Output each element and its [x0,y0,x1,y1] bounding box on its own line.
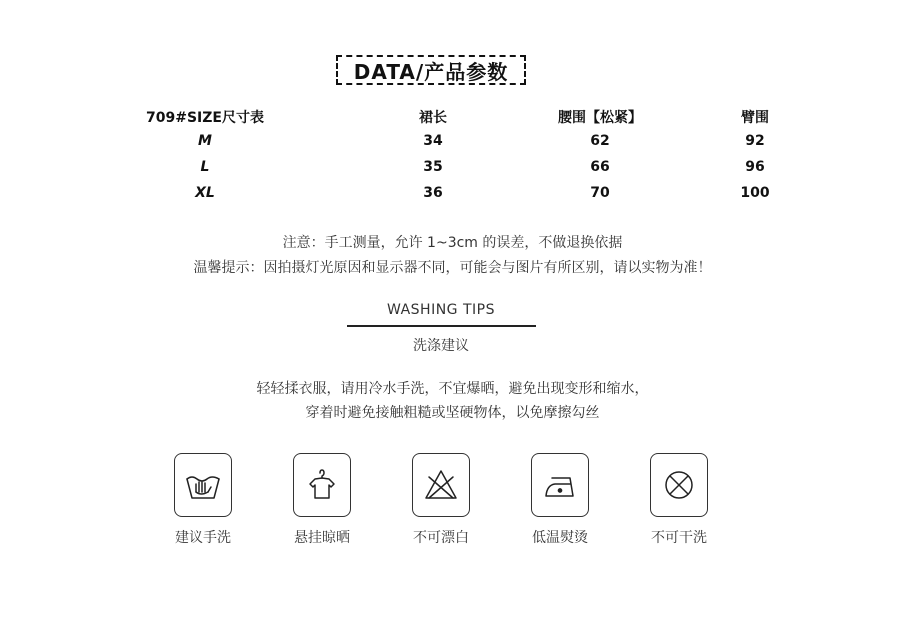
table-row [0,159,905,185]
cell-arm: 96 [745,159,765,175]
no-bleach-icon [412,453,470,517]
page-title: DATA/产品参数 [353,59,509,84]
table-row [0,185,905,211]
header-arm: 臂围 [741,110,769,126]
header-length: 裙长 [419,110,447,126]
header-waist: 腰围【松紧】 [558,110,642,126]
care-item-low-iron [529,453,591,546]
cell-size: M [198,133,212,149]
no-dry-clean-icon [650,453,708,517]
care-label: 低温熨烫 [532,530,588,546]
low-iron-icon [531,453,589,517]
care-instruction: 轻轻揉衣服，请用冷水手洗，不宜爆晒，避免出现变形和缩水， [256,381,649,397]
cell-waist: 70 [590,185,610,201]
care-item-no-dry-clean [648,453,710,546]
cell-arm: 92 [745,133,765,149]
care-item-no-bleach [410,453,472,546]
cell-waist: 62 [590,133,610,149]
washing-tips-title: WASHING TIPS [387,302,495,318]
care-label: 悬挂晾晒 [294,530,350,546]
size-table [0,107,905,211]
size-table-header [0,107,905,133]
cell-size: L [200,159,210,175]
table-row [0,133,905,159]
title-box [336,55,526,85]
header-size: 709#SIZE尺寸表 [146,110,264,126]
cell-waist: 66 [590,159,610,175]
hang-dry-icon [293,453,351,517]
care-label: 建议手洗 [175,530,231,546]
cell-length: 36 [423,185,443,201]
care-instruction: 穿着时避免接触粗糙或坚硬物体，以免摩擦勾丝 [305,405,600,421]
cell-length: 34 [423,133,443,149]
care-item-hand-wash [172,453,234,546]
measurement-note: 注意：手工测量，允许 1~3cm 的误差，不做退换依据 [282,235,623,251]
hand-wash-icon [174,453,232,517]
care-label: 不可干洗 [651,530,707,546]
cell-arm: 100 [740,185,770,201]
cell-size: XL [195,185,215,201]
care-label: 不可漂白 [413,530,469,546]
care-item-hang-dry [291,453,353,546]
washing-tips-subtitle: 洗涤建议 [413,338,469,354]
cell-length: 35 [423,159,443,175]
divider [347,325,536,327]
color-note: 温馨提示：因拍摄灯光原因和显示器不同，可能会与图片有所区别，请以实物为准！ [193,260,712,276]
